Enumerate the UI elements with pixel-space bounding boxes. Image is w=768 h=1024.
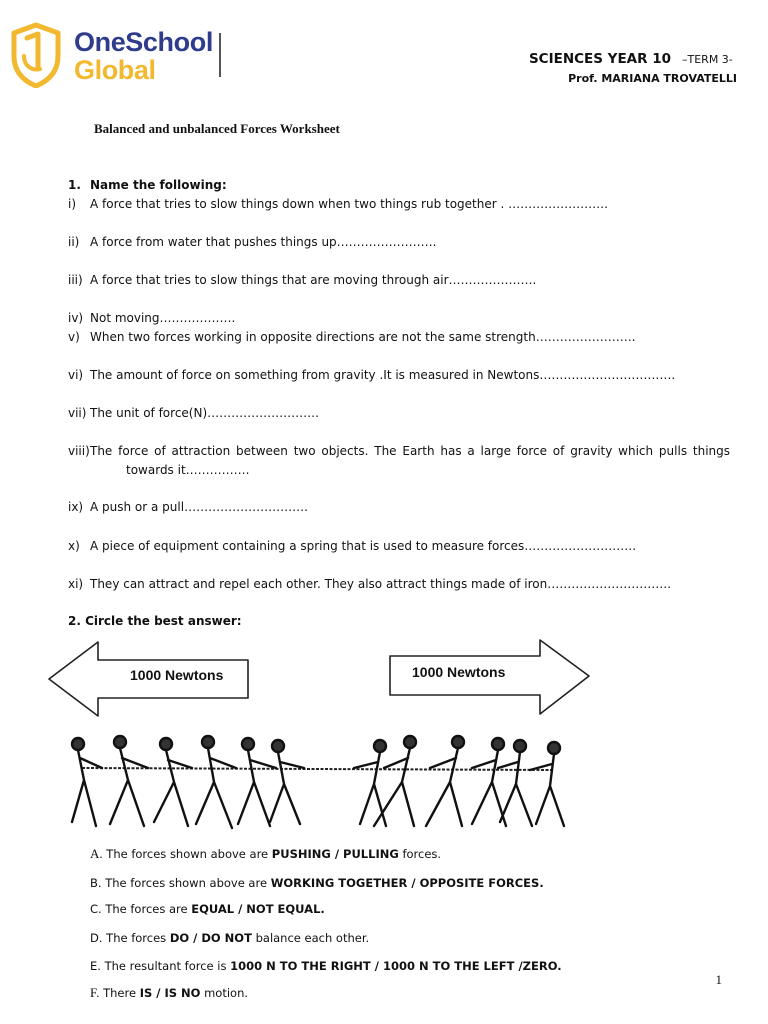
- answer-choices: 1000 N TO THE RIGHT / 1000 N TO THE LEFT /ZERO.: [230, 959, 562, 973]
- logo-line-1: OneSchool: [74, 27, 213, 57]
- question-text: A force from water that pushes things up…………………….: [90, 235, 437, 249]
- question-number: vi): [68, 368, 84, 382]
- question-text: The amount of force on something from gravity .It is measured in Newtons…………………………….: [90, 368, 676, 382]
- page-number: 1: [715, 972, 722, 987]
- answer-text: There: [103, 986, 140, 1000]
- answer-a: [90, 846, 441, 862]
- question-text: A force that tries to slow things that are moving through air………………….: [90, 273, 537, 287]
- section-2-heading: 2. Circle the best answer:: [68, 614, 242, 628]
- answer-text: The resultant force is: [104, 959, 231, 973]
- answer-prefix: A.: [90, 846, 103, 861]
- question-text: Not moving……………….: [90, 311, 236, 325]
- answer-choices: EQUAL / NOT EQUAL.: [191, 902, 325, 916]
- question-number: ii): [68, 235, 80, 249]
- question-number: vii): [68, 406, 87, 420]
- logo-wordmark: [74, 28, 213, 84]
- answer-choices: IS / IS NO: [139, 986, 201, 1000]
- answer-prefix: B.: [90, 876, 102, 890]
- question-number: iv): [68, 311, 84, 325]
- question-number: v): [68, 330, 80, 344]
- question-text: A force that tries to slow things down when two things rub together . …………………….: [90, 197, 608, 211]
- answer-choices: PUSHING / PULLING: [271, 847, 399, 861]
- answer-prefix: F.: [90, 985, 100, 1000]
- right-arrow-label: 1000 Newtons: [412, 664, 506, 680]
- question-number: x): [68, 539, 80, 553]
- answer-text: The forces are: [105, 902, 192, 916]
- question-number: xi): [68, 577, 84, 591]
- question-text: The force of attraction between two objects. The Earth has a large force of gravity which pulls things: [90, 444, 730, 458]
- answer-c: [90, 901, 325, 917]
- question-text: The unit of force(N)……………………….: [90, 406, 319, 420]
- answer-f: [90, 985, 248, 1001]
- professor-name: Prof. MARIANA TROVATELLI: [568, 72, 737, 85]
- left-team: [72, 736, 304, 828]
- question-text: A push or a pull………………………….: [90, 500, 308, 514]
- header-divider: [219, 33, 221, 77]
- section-1-number: 1.: [68, 178, 81, 192]
- answer-choices: WORKING TOGETHER / OPPOSITE FORCES.: [270, 876, 544, 890]
- answer-text-end: forces.: [398, 847, 442, 861]
- answer-text-end: motion.: [200, 986, 249, 1000]
- worksheet-title: Balanced and unbalanced Forces Worksheet: [94, 121, 340, 136]
- answer-prefix: C.: [90, 902, 102, 916]
- answer-text: The forces: [106, 931, 170, 945]
- course-title: SCIENCES YEAR 10: [528, 51, 671, 67]
- term-label: –TERM 3-: [682, 53, 733, 66]
- answer-text: The forces shown above are: [105, 876, 271, 890]
- tug-of-war-illustration: [62, 730, 572, 838]
- oneschool-logo-icon: [10, 22, 62, 88]
- question-text: When two forces working in opposite directions are not the same strength…………………….: [90, 330, 636, 344]
- answer-e: [90, 958, 562, 974]
- question-text: A piece of equipment containing a spring that is used to measure forces……………………….: [90, 539, 637, 553]
- section-1-title: Name the following:: [90, 178, 227, 192]
- question-number: iii): [68, 273, 83, 287]
- question-viii-continued: towards it…………….: [126, 463, 250, 477]
- question-number: i): [68, 197, 77, 211]
- question-number: ix): [68, 500, 84, 514]
- left-arrow-label: 1000 Newtons: [130, 667, 224, 683]
- question-number: viii): [68, 444, 90, 458]
- answer-prefix: D.: [90, 931, 103, 945]
- answer-choices: DO / DO NOT: [169, 931, 252, 945]
- answer-d: [90, 930, 369, 946]
- answer-prefix: E.: [90, 959, 101, 973]
- answer-b: [90, 875, 544, 891]
- answer-text-end: balance each other.: [251, 931, 370, 945]
- logo-line-2: Global: [74, 55, 156, 85]
- right-team: [354, 736, 564, 826]
- answer-text: The forces shown above are: [106, 847, 272, 861]
- question-text: They can attract and repel each other. They also attract things made of iron………………………….: [90, 577, 672, 591]
